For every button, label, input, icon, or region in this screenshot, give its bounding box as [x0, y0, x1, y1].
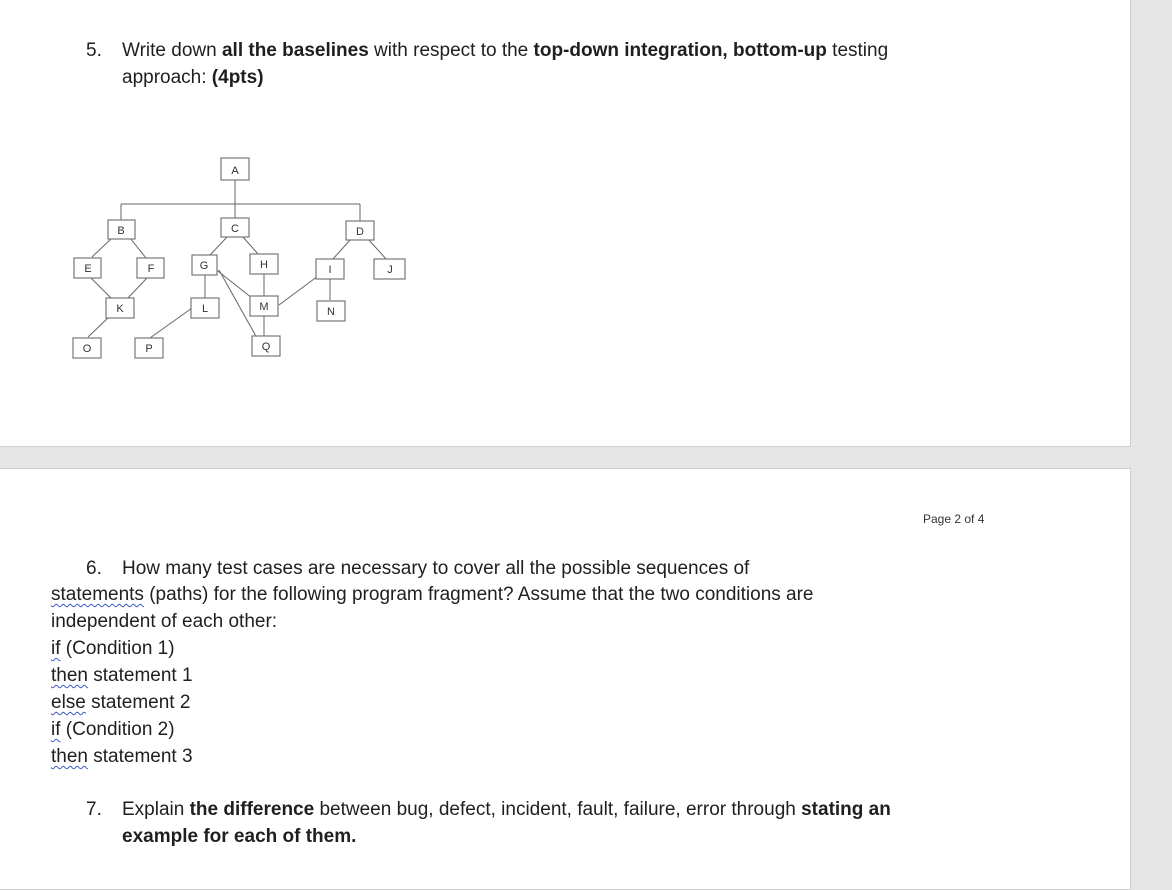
- node-i: [316, 259, 344, 279]
- q6-number: 6.: [86, 558, 102, 579]
- node-q: [252, 336, 280, 356]
- edge-f-k: [127, 278, 147, 299]
- code-line: else statement 2: [51, 692, 191, 713]
- spellcheck-word: statements: [51, 584, 144, 605]
- svg-text:E: E: [84, 263, 92, 275]
- q7-line-2: example for each of them.: [122, 826, 357, 847]
- svg-text:M: M: [259, 301, 269, 313]
- code-line: then statement 1: [51, 665, 193, 686]
- svg-text:B: B: [117, 225, 125, 237]
- node-g: [192, 255, 217, 275]
- node-a: [221, 158, 249, 180]
- code-line: then statement 3: [51, 746, 193, 767]
- edge-c-g: [210, 236, 228, 255]
- node-k: [106, 298, 134, 318]
- node-e: [74, 258, 101, 278]
- q6-line-2: statements (paths) for the following program fragment? Assume that the two conditions are: [51, 584, 814, 605]
- q6-line-3: independent of each other:: [51, 611, 278, 632]
- svg-text:G: G: [199, 260, 209, 272]
- edge-b-f: [130, 238, 146, 258]
- edge-d-i: [332, 239, 351, 260]
- edge-p-l: [150, 308, 192, 338]
- node-b: [108, 220, 135, 239]
- edge-b-e: [92, 238, 112, 257]
- node-d: [346, 221, 374, 240]
- q7-line-1: Explain the difference between bug, defect, incident, fault, failure, error through stating an: [122, 799, 891, 820]
- svg-text:H: H: [260, 259, 268, 271]
- q5-line-1: Write down all the baselines with respect to the top-down integration, bottom-up testing: [122, 40, 889, 61]
- svg-text:N: N: [327, 306, 335, 318]
- q6-line-1: How many test cases are necessary to cover all the possible sequences of: [122, 558, 750, 579]
- q5-line-2: approach: (4pts): [122, 67, 264, 88]
- edge-d-j: [368, 239, 387, 260]
- node-c: [221, 218, 249, 237]
- edge-i-m: [279, 276, 318, 305]
- edge-c-h: [242, 236, 259, 255]
- svg-text:J: J: [387, 264, 393, 276]
- svg-text:I: I: [328, 264, 332, 276]
- svg-text:K: K: [116, 303, 124, 315]
- node-l: [191, 298, 219, 318]
- node-o: [73, 338, 101, 358]
- node-f: [137, 258, 164, 278]
- svg-text:F: F: [147, 263, 155, 275]
- svg-text:O: O: [82, 343, 92, 355]
- node-p: [135, 338, 163, 358]
- svg-text:D: D: [356, 226, 364, 238]
- svg-text:L: L: [201, 303, 209, 315]
- node-h: [250, 254, 278, 274]
- svg-text:Q: Q: [261, 341, 271, 353]
- node-n: [317, 301, 345, 321]
- page-number-footer: Page 2 of 4: [923, 512, 985, 526]
- svg-text:C: C: [231, 223, 239, 235]
- q7-number: 7.: [86, 799, 102, 820]
- code-line: if (Condition 1): [51, 638, 175, 659]
- node-m: [250, 296, 278, 316]
- edge-k-o: [88, 316, 110, 337]
- svg-text:A: A: [231, 165, 239, 177]
- node-j: [374, 259, 405, 279]
- edge-g-m: [214, 268, 252, 298]
- q5-number: 5.: [86, 40, 102, 61]
- edge-e-k: [90, 277, 112, 299]
- code-line: if (Condition 2): [51, 719, 175, 740]
- svg-text:P: P: [145, 343, 153, 355]
